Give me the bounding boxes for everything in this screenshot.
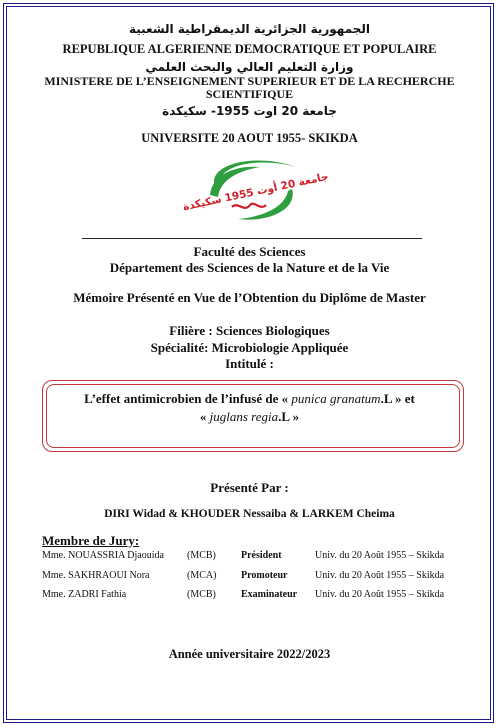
thesis-title-line2 bbox=[0, 409, 499, 425]
presented-by-label: Présenté Par : bbox=[210, 480, 289, 495]
republic-heading: REPUBLIQUE ALGERIENNE DEMOCRATIQUE ET POPULAIRE bbox=[62, 42, 437, 56]
arabic-republic-heading: الجمهورية الجزائرية الديمقراطية الشعبية bbox=[128, 22, 371, 36]
logo-arabic-text: جامعة 20 أوت 1955 سكيكدة bbox=[181, 170, 330, 214]
jury-row bbox=[0, 550, 499, 566]
title-text-part2: .L » et bbox=[380, 391, 415, 406]
department-name: Département des Sciences de la Nature et de la Vie bbox=[109, 260, 390, 275]
jury-member-name: Mme. SAKHRAOUI Nora bbox=[42, 570, 150, 581]
jury-member-role: Promoteur bbox=[241, 570, 288, 581]
species-punica-granatum: punica granatum bbox=[291, 391, 381, 406]
academic-year: Année universitaire 2022/2023 bbox=[168, 647, 331, 661]
arabic-ministry-heading: وزارة التعليم العالي والبحث العلمي bbox=[145, 60, 354, 74]
jury-member-name: Mme. ZADRI Fathia bbox=[42, 589, 127, 600]
jury-member-grade: (MCB) bbox=[187, 550, 216, 561]
jury-heading: Membre de Jury: bbox=[42, 533, 140, 548]
title-text-part1: L’effet antimicrobien de l’infusé de « bbox=[84, 391, 289, 406]
jury-member-role: Président bbox=[241, 550, 282, 561]
title-text-part3: « bbox=[199, 409, 207, 424]
separator-line bbox=[82, 238, 422, 239]
memoire-statement: Mémoire Présenté en Vue de l’Obtention du Diplôme de Master bbox=[73, 290, 426, 305]
authors-list: DIRI Widad & KHOUDER Nessaiba & LARKEM Cheima bbox=[104, 508, 395, 520]
intitule-label: Intitulé : bbox=[225, 356, 274, 371]
jury-member-university: Univ. du 20 Août 1955 – Skikda bbox=[315, 570, 445, 581]
jury-row bbox=[0, 570, 499, 586]
title-text-part4: .L » bbox=[278, 409, 300, 424]
jury-member-grade: (MCA) bbox=[187, 570, 217, 581]
ministry-heading-line2: SCIENTIFIQUE bbox=[205, 87, 294, 101]
university-heading: UNIVERSITE 20 AOUT 1955- SKIKDA bbox=[141, 131, 358, 145]
jury-row bbox=[0, 589, 499, 605]
thesis-title-line1 bbox=[0, 391, 499, 407]
filiere-line: Filière : Sciences Biologiques bbox=[169, 323, 330, 338]
jury-member-grade: (MCB) bbox=[187, 589, 216, 600]
faculty-name: Faculté des Sciences bbox=[193, 244, 306, 259]
logo-red-flourish bbox=[232, 204, 266, 208]
specialite-line: Spécialité: Microbiologie Appliquée bbox=[150, 340, 349, 355]
university-logo bbox=[181, 153, 330, 225]
jury-member-university: Univ. du 20 Août 1955 – Skikda bbox=[315, 550, 445, 561]
species-juglans-regia: juglans regia bbox=[209, 409, 279, 424]
ministry-heading-line1: MINISTERE DE L’ENSEIGNEMENT SUPERIEUR ET DE LA RECHERCHE bbox=[44, 74, 455, 88]
jury-member-role: Examinateur bbox=[241, 589, 298, 600]
arabic-university-heading: جامعة 20 اوت 1955- سكيكدة bbox=[162, 104, 337, 118]
jury-member-university: Univ. du 20 Août 1955 – Skikda bbox=[315, 589, 445, 600]
jury-member-name: Mme. NOUASSRIA Djaouida bbox=[42, 550, 164, 561]
